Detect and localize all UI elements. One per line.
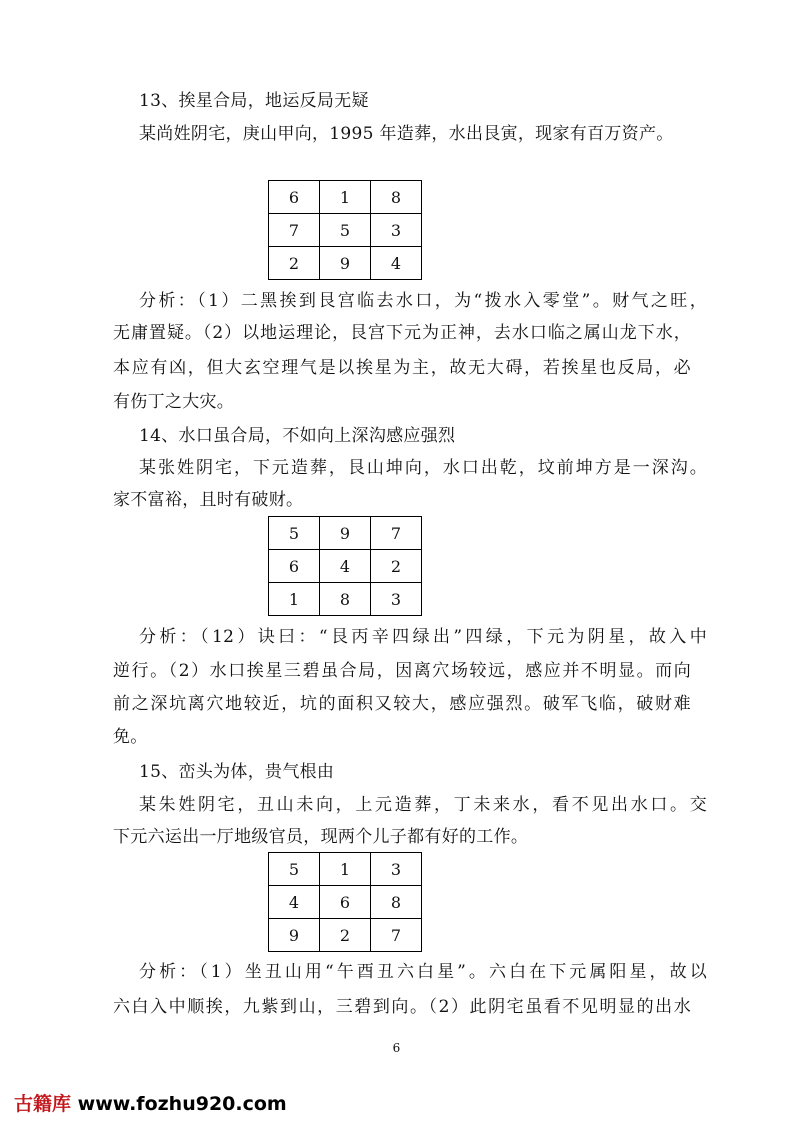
grid-cell: 2 [371, 550, 422, 583]
grid-cell: 4 [371, 247, 422, 280]
watermark-url: www.fozhu920.com [77, 1093, 287, 1115]
section-15-star-grid [268, 852, 422, 952]
grid-cell: 5 [320, 214, 371, 247]
grid-cell: 6 [269, 181, 320, 214]
grid-cell: 8 [320, 583, 371, 616]
section-14-analysis-line-1: 分析：（12）诀曰：“艮丙辛四绿出”四绿，下元为阴星，故入中 [139, 627, 707, 647]
grid-cell: 5 [269, 853, 320, 886]
grid-cell: 1 [320, 853, 371, 886]
section-14-heading: 14、水口虽合局，不如向上深沟感应强烈 [139, 426, 456, 446]
grid-cell: 9 [320, 517, 371, 550]
grid-cell: 7 [269, 214, 320, 247]
grid-cell: 7 [371, 919, 422, 952]
grid-cell: 8 [371, 886, 422, 919]
section-13-intro-line-1: 某尚姓阴宅，庚山甲向，1995 年造葬，水出艮寅，现家有百万资产。 [139, 124, 674, 144]
watermark [14, 1089, 287, 1116]
watermark-brand: 古籍库 [14, 1093, 72, 1115]
grid-cell: 9 [269, 919, 320, 952]
grid-cell: 4 [269, 886, 320, 919]
grid-cell: 8 [371, 181, 422, 214]
section-13-analysis-line-4: 有伤丁之大灾。 [113, 392, 235, 412]
grid-cell: 2 [269, 247, 320, 280]
section-13-analysis-line-1: 分析：（1）二黑挨到艮宫临去水口，为“拨水入零堂”。财气之旺， [139, 291, 707, 311]
section-15-analysis-line-2: 六白入中顺挨，九紫到山，三碧到向。（2）此阴宅虽看不见明显的出水 [113, 997, 691, 1017]
grid-cell: 7 [371, 517, 422, 550]
section-15-analysis-line-1: 分析：（1）坐丑山用“午酉丑六白星”。六白在下元属阳星，故以 [139, 962, 707, 982]
grid-cell: 3 [371, 583, 422, 616]
section-14-analysis-line-4: 免。 [113, 727, 148, 747]
grid-cell: 6 [320, 886, 371, 919]
grid-cell: 2 [320, 919, 371, 952]
section-14-intro-line-1: 某张姓阴宅，下元造葬，艮山坤向，水口出乾，坟前坤方是一深沟。 [139, 458, 707, 478]
section-14-analysis-line-3: 前之深坑离穴地较近，坑的面积又较大，感应强烈。破军飞临，破财难 [113, 694, 691, 714]
page-number: 6 [392, 1041, 401, 1055]
grid-cell: 9 [320, 247, 371, 280]
section-13-analysis-line-3: 本应有凶，但大玄空理气是以挨星为主，故无大碍，若挨星也反局，必 [113, 358, 691, 378]
grid-cell: 4 [320, 550, 371, 583]
grid-cell: 3 [371, 214, 422, 247]
section-15-heading: 15、峦头为体，贵气根由 [139, 762, 335, 782]
section-14-intro-line-2: 家不富裕，且时有破财。 [113, 490, 304, 510]
grid-cell: 1 [269, 583, 320, 616]
section-13-heading: 13、挨星合局，地运反局无疑 [139, 91, 369, 111]
section-14-analysis-line-2: 逆行。（2）水口挨星三碧虽合局，因离穴场较远，感应并不明显。而向 [113, 661, 691, 681]
section-14-star-grid [268, 516, 422, 616]
grid-cell: 6 [269, 550, 320, 583]
section-15-intro-line-1: 某朱姓阴宅，丑山未向，上元造葬，丁未来水，看不见出水口。交 [139, 795, 707, 815]
grid-cell: 5 [269, 517, 320, 550]
section-13-star-grid [268, 180, 422, 280]
grid-cell: 1 [320, 181, 371, 214]
section-13-analysis-line-2: 无庸置疑。（2）以地运理论，艮宫下元为正神，去水口临之属山龙下水， [113, 323, 691, 343]
section-15-intro-line-2: 下元六运出一厅地级官员，现两个儿子都有好的工作。 [113, 827, 529, 847]
grid-cell: 3 [371, 853, 422, 886]
